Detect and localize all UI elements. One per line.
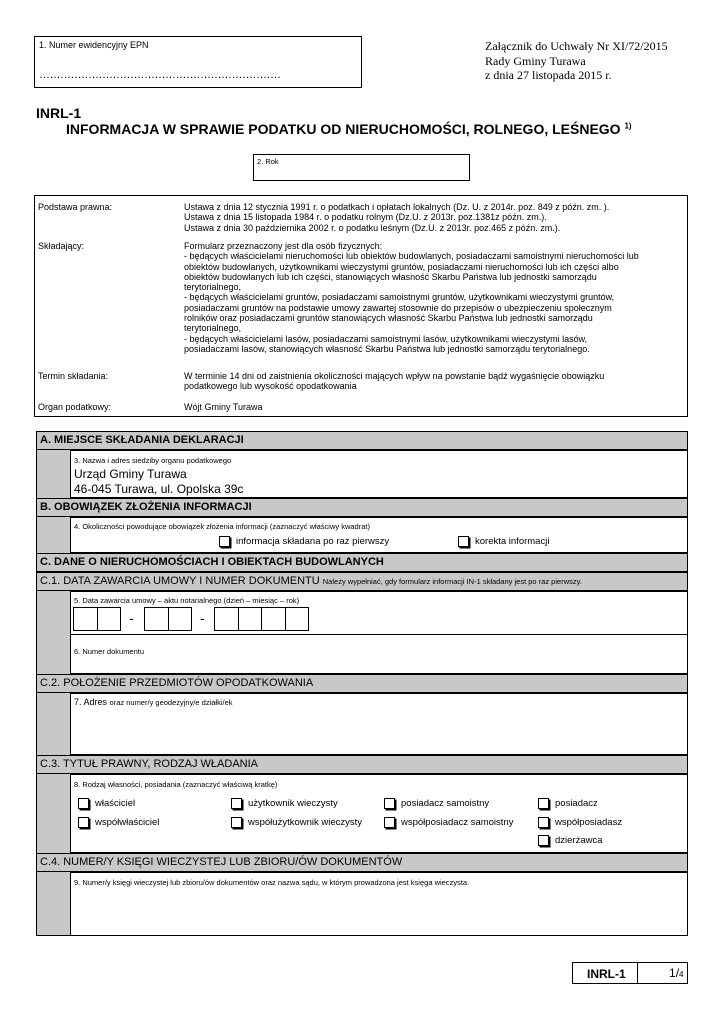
skladajacy-text <box>184 241 639 354</box>
ownership-field <box>70 774 688 853</box>
checkbox[interactable] <box>538 798 549 809</box>
page-total: 4 <box>679 970 684 979</box>
podstawa-text <box>184 202 609 233</box>
field3-label: 3. Nazwa i adres siedziby organu podatkowego <box>74 456 232 465</box>
option-perpetual-user[interactable] <box>231 798 338 809</box>
section-c1-side <box>36 591 70 674</box>
footer-divider <box>637 963 638 983</box>
section-c2-side <box>36 693 70 755</box>
skladajacy-line: terytorialnego, <box>184 323 242 334</box>
field7-label-main: 7. Adres <box>74 697 108 707</box>
skladajacy-line: posiadaczami lasów, stanowiących własność Skarbu Państwa lub jednostki samorządu terytorialnego. <box>184 343 590 354</box>
option-owner[interactable] <box>78 798 135 809</box>
month-cells[interactable] <box>144 607 192 631</box>
checkbox[interactable] <box>384 817 395 828</box>
section-c1-title: C.1. DATA ZAWARCIA UMOWY I NUMER DOKUMENTU <box>40 575 320 587</box>
checkbox[interactable] <box>78 817 89 828</box>
podstawa-line: Ustawa z dnia 15 listopada 1984 r. o podatku rolnym (Dz.U. z 2013r. poz.1381z późn. zm.). <box>184 212 547 223</box>
resolution-note <box>485 39 668 83</box>
epn-box[interactable] <box>34 36 362 88</box>
termin-line: W terminie 14 dni od zaistnienia okoliczności mających wpływ na powstanie bądź wygaśnięcie obowiązku <box>184 371 605 381</box>
date-cell[interactable] <box>74 608 98 631</box>
section-a-title: A. MIEJSCE SKŁADANIA DEKLARACJI <box>40 434 244 446</box>
podstawa-line: Ustawa z dnia 30 października 2002 r. o podatku leśnym (Dz.U. z 2013r. poz.465 z późn. zm.). <box>184 222 561 233</box>
option-co-possessor[interactable] <box>538 817 622 828</box>
skladajacy-line: - będących właścicielami gruntów, posiadaczami samoistnymi gruntów, użytkownikami wieczystymi gruntów, <box>184 292 615 303</box>
date-cell[interactable] <box>238 608 262 631</box>
option-label: współposiadacz samoistny <box>401 817 514 829</box>
field6-label: 6. Numer dokumentu <box>74 647 145 656</box>
epn-label: 1. Numer ewidencyjny EPN <box>39 40 149 50</box>
option-label: posiadacz samoistny <box>401 798 490 810</box>
year-cells[interactable] <box>214 607 309 631</box>
field5-label: 5. Data zawarcia umowy – aktu notarialnego (dzień – miesiąc – rok) <box>74 596 300 605</box>
epn-dots: …………………………………………………………… <box>39 69 281 81</box>
tax-office-field <box>70 450 688 498</box>
section-b-header <box>36 498 688 517</box>
section-b-title: B. OBOWIĄZEK ZŁOŻENIA INFORMACJI <box>40 501 252 513</box>
field7-label <box>74 697 233 707</box>
option-label: posiadacz <box>555 798 598 810</box>
checkbox[interactable] <box>458 536 469 547</box>
option-co-owner[interactable] <box>78 817 159 828</box>
section-b-side <box>36 517 70 553</box>
resolution-line1: Załącznik do Uchwały Nr XI/72/2015 <box>485 39 668 53</box>
option-label: dzierżawca <box>555 835 603 847</box>
form-title-text: INFORMACJA W SPRAWIE PODATKU OD NIERUCHOMOŚCI, ROLNEGO, LEŚNEGO <box>66 121 621 137</box>
checkbox[interactable] <box>384 798 395 809</box>
section-c3-header <box>36 755 688 774</box>
field9-label: 9. Numer/y księgi wieczystej lub zbioru/ów dokumentów oraz nazwa sądu, w którym prowadzona jest księga wieczysta. <box>74 878 470 887</box>
obligation-field <box>70 517 688 553</box>
option-label: korekta informacji <box>475 536 550 548</box>
checkbox[interactable] <box>538 817 549 828</box>
option-tenant[interactable] <box>538 835 603 846</box>
option-label: współużytkownik wieczysty <box>248 817 363 829</box>
date-dash-2: - <box>200 610 205 626</box>
document-number-field[interactable] <box>70 635 688 674</box>
footer-page: 1/4 <box>669 966 684 980</box>
resolution-line3: z dnia 27 listopada 2015 r. <box>485 68 612 82</box>
land-register-field[interactable] <box>70 872 688 936</box>
termin-label: Termin składania: <box>38 371 109 381</box>
skladajacy-line: terytorialnego, <box>184 282 242 293</box>
section-c4-side <box>36 872 70 936</box>
skladajacy-line: obiektów budowlanych lub ich części, stanowiących własność Skarbu Państwa lub jednostki samorządu <box>184 271 597 282</box>
section-c1-header <box>36 572 688 591</box>
organ-value: Wójt Gminy Turawa <box>184 402 263 412</box>
info-box <box>34 195 688 417</box>
skladajacy-line: - będących właścicielami lasów, posiadaczami samoistnymi lasów, użytkownikami wieczystymi lasów, <box>184 333 588 344</box>
date-cell[interactable] <box>215 608 239 631</box>
field4-label: 4. Okoliczności powodujące obowiązek złożenia informacji (zaznaczyć właściwy kwadrat) <box>74 522 370 531</box>
option-label: właściciel <box>95 798 136 810</box>
form-title-note: 1) <box>624 121 632 131</box>
skladajacy-label: Składający: <box>38 241 85 251</box>
section-c2-header <box>36 674 688 693</box>
year-field[interactable] <box>253 154 470 181</box>
option-label: informacja składana po raz pierwszy <box>236 536 390 548</box>
section-c-header <box>36 553 688 572</box>
contract-date-field <box>70 591 688 635</box>
option-possessor[interactable] <box>538 798 598 809</box>
section-c4-title: C.4. NUMER/Y KSIĘGI WIECZYSTEJ LUB ZBIORU/ÓW DOKUMENTÓW <box>40 856 403 868</box>
form-title <box>66 121 632 137</box>
section-a-header <box>36 431 688 450</box>
option-first-submission[interactable] <box>219 536 389 547</box>
address-field[interactable] <box>70 693 688 755</box>
skladajacy-line: Formularz przeznaczony jest dla osób fizycznych: <box>184 241 383 251</box>
checkbox[interactable] <box>538 835 549 846</box>
checkbox[interactable] <box>219 536 230 547</box>
skladajacy-line: - będących właścicielami nieruchomości lub obiektów budowlanych, posiadaczami samoistnymi nieruchomości lub <box>184 251 639 262</box>
section-c2-title: C.2. POŁOŻENIE PRZEDMIOTÓW OPODATKOWANIA <box>40 677 314 689</box>
footer-box <box>572 962 688 984</box>
organ-label: Organ podatkowy: <box>38 402 112 412</box>
option-co-independent-possessor[interactable] <box>384 817 513 828</box>
field8-label: 8. Rodzaj własności, posiadania (zaznaczyć właściwą kratkę) <box>74 780 278 789</box>
year-label: 2. Rok <box>257 157 279 166</box>
tax-office-address: 46-045 Turawa, ul. Opolska 39c <box>74 482 244 496</box>
option-correction[interactable] <box>458 536 549 547</box>
section-c3-title: C.3. TYTUŁ PRAWNY, RODZAJ WŁADANIA <box>40 758 259 770</box>
podstawa-label: Podstawa prawna: <box>38 202 113 212</box>
resolution-line2: Rady Gminy Turawa <box>485 53 586 68</box>
termin-line: podatkowego lub wysokość opodatkowania <box>184 381 357 392</box>
date-dash-1: - <box>129 610 134 626</box>
form-code: INRL-1 <box>36 105 82 121</box>
skladajacy-line: rolników oraz posiadaczami gruntów stanowiących własność Skarbu Państwa lub jednostki samorządu <box>184 313 593 324</box>
footer-code: INRL-1 <box>587 967 626 981</box>
option-label: użytkownik wieczysty <box>248 798 338 810</box>
option-independent-possessor[interactable] <box>384 798 489 809</box>
termin-text <box>184 371 604 392</box>
date-cell[interactable] <box>145 608 169 631</box>
day-cells[interactable] <box>73 607 121 631</box>
skladajacy-line: obiektów budowlanych, użytkownikami wieczystymi gruntów, posiadaczami nieruchomości lub ich części albo <box>184 261 619 272</box>
section-c-title: C. DANE O NIERUCHOMOŚCIACH I OBIEKTACH BUDOWLANYCH <box>40 556 384 568</box>
option-label: współposiadasz <box>555 817 623 829</box>
field7-label-rest: oraz numer/y geodezyjny/e działki/ek <box>109 698 233 707</box>
podstawa-line: Ustawa z dnia 12 stycznia 1991 r. o podatkach i opłatach lokalnych (Dz. U. z 2014r. poz. 849 z późn. zm. ). <box>184 202 610 212</box>
checkbox[interactable] <box>78 798 89 809</box>
section-a-side <box>36 450 70 498</box>
tax-office-name: Urząd Gminy Turawa <box>74 467 187 481</box>
option-label: współwłaściciel <box>95 817 160 829</box>
skladajacy-line: posiadaczami gruntów na podstawie umowy zawartej stosownie do przepisów o ubezpieczeniu społecznym <box>184 302 612 313</box>
page-number: 1 <box>669 966 676 980</box>
checkbox[interactable] <box>231 798 242 809</box>
checkbox[interactable] <box>231 817 242 828</box>
date-cell[interactable] <box>262 608 286 631</box>
option-co-perpetual-user[interactable] <box>231 817 362 828</box>
section-c4-header <box>36 853 688 872</box>
section-c3-side <box>36 774 70 853</box>
section-c1-note: Należy wypełniać, gdy formularz informacji IN-1 składany jest po raz pierwszy. <box>322 577 582 586</box>
